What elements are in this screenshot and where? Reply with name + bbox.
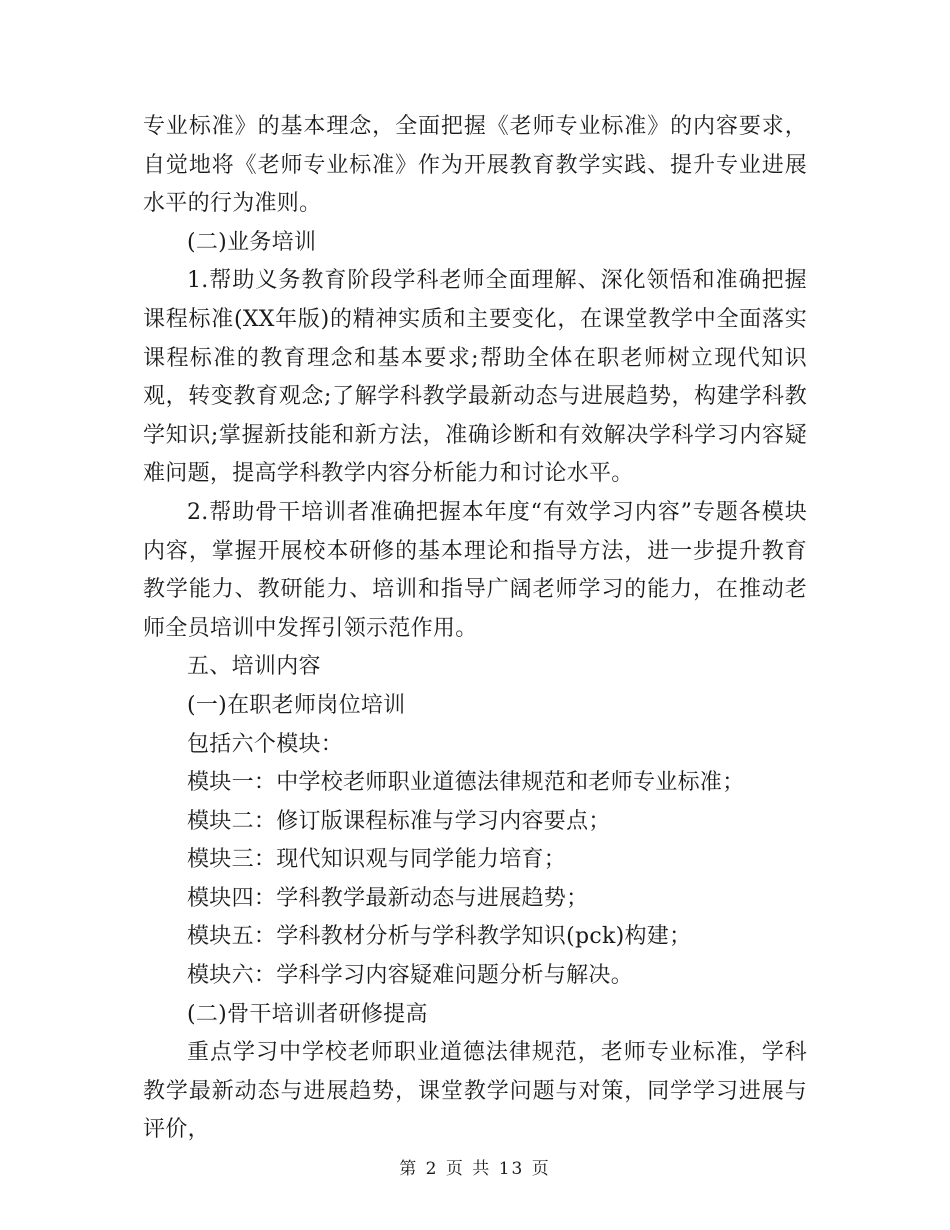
paragraph: 包括六个模块： xyxy=(187,731,344,757)
list-item: 模块四：学科教学最新动态与进展趋势； xyxy=(187,885,589,911)
list-item: 模块五：学科教材分析与学科教学知识(pck)构建； xyxy=(187,924,692,950)
section-heading: (一)在职老师岗位培训 xyxy=(187,692,406,718)
list-item: 模块二：修订版课程标准与学习内容要点； xyxy=(187,808,611,834)
paragraph: 2.帮助骨干培训者准确把握本年度“有效学习内容”专题各模块内容，掌握开展校本研修的基本理论和指导方法，进一步提升教育教学能力、教研能力、培训和指导广阔老师学习的能力，在推动老师全员培训中发挥引领示范作用。 xyxy=(143,499,807,641)
document-body xyxy=(143,108,807,1150)
list-item: 模块六：学科学习内容疑难问题分析与解决。 xyxy=(187,963,634,989)
section-heading: 五、培训内容 xyxy=(187,654,321,680)
page-number-footer: 第 2 页 共 13 页 xyxy=(399,1159,551,1179)
paragraph: 专业标准》的基本理念，全面把握《老师专业标准》的内容要求，自觉地将《老师专业标准》作为开展教育教学实践、提升专业进展水平的行为准则。 xyxy=(143,114,807,217)
list-item: 模块三：现代知识观与同学能力培育； xyxy=(187,847,567,873)
paragraph: 1.帮助义务教育阶段学科老师全面理解、深化领悟和准确把握课程标准(XX年版)的精神实质和主要变化，在课堂教学中全面落实课程标准的教育理念和基本要求;帮助全体在职老师树立现代知识观，转变教育观念;了解学科教学最新动态与进展趋势，构建学科教学知识;掌握新技能和新方法，准确诊断和有效解决学科学习内容疑难问题，提高学科教学内容分析能力和讨论水平。 xyxy=(143,268,807,487)
section-heading: (二)骨干培训者研修提高 xyxy=(187,1001,428,1027)
section-heading: (二)业务培训 xyxy=(187,229,317,255)
list-item: 模块一：中学校老师职业道德法律规范和老师专业标准； xyxy=(187,770,745,796)
paragraph: 重点学习中学校老师职业道德法律规范，老师专业标准，学科教学最新动态与进展趋势，课堂教学问题与对策，同学学习进展与评价， xyxy=(143,1040,807,1143)
